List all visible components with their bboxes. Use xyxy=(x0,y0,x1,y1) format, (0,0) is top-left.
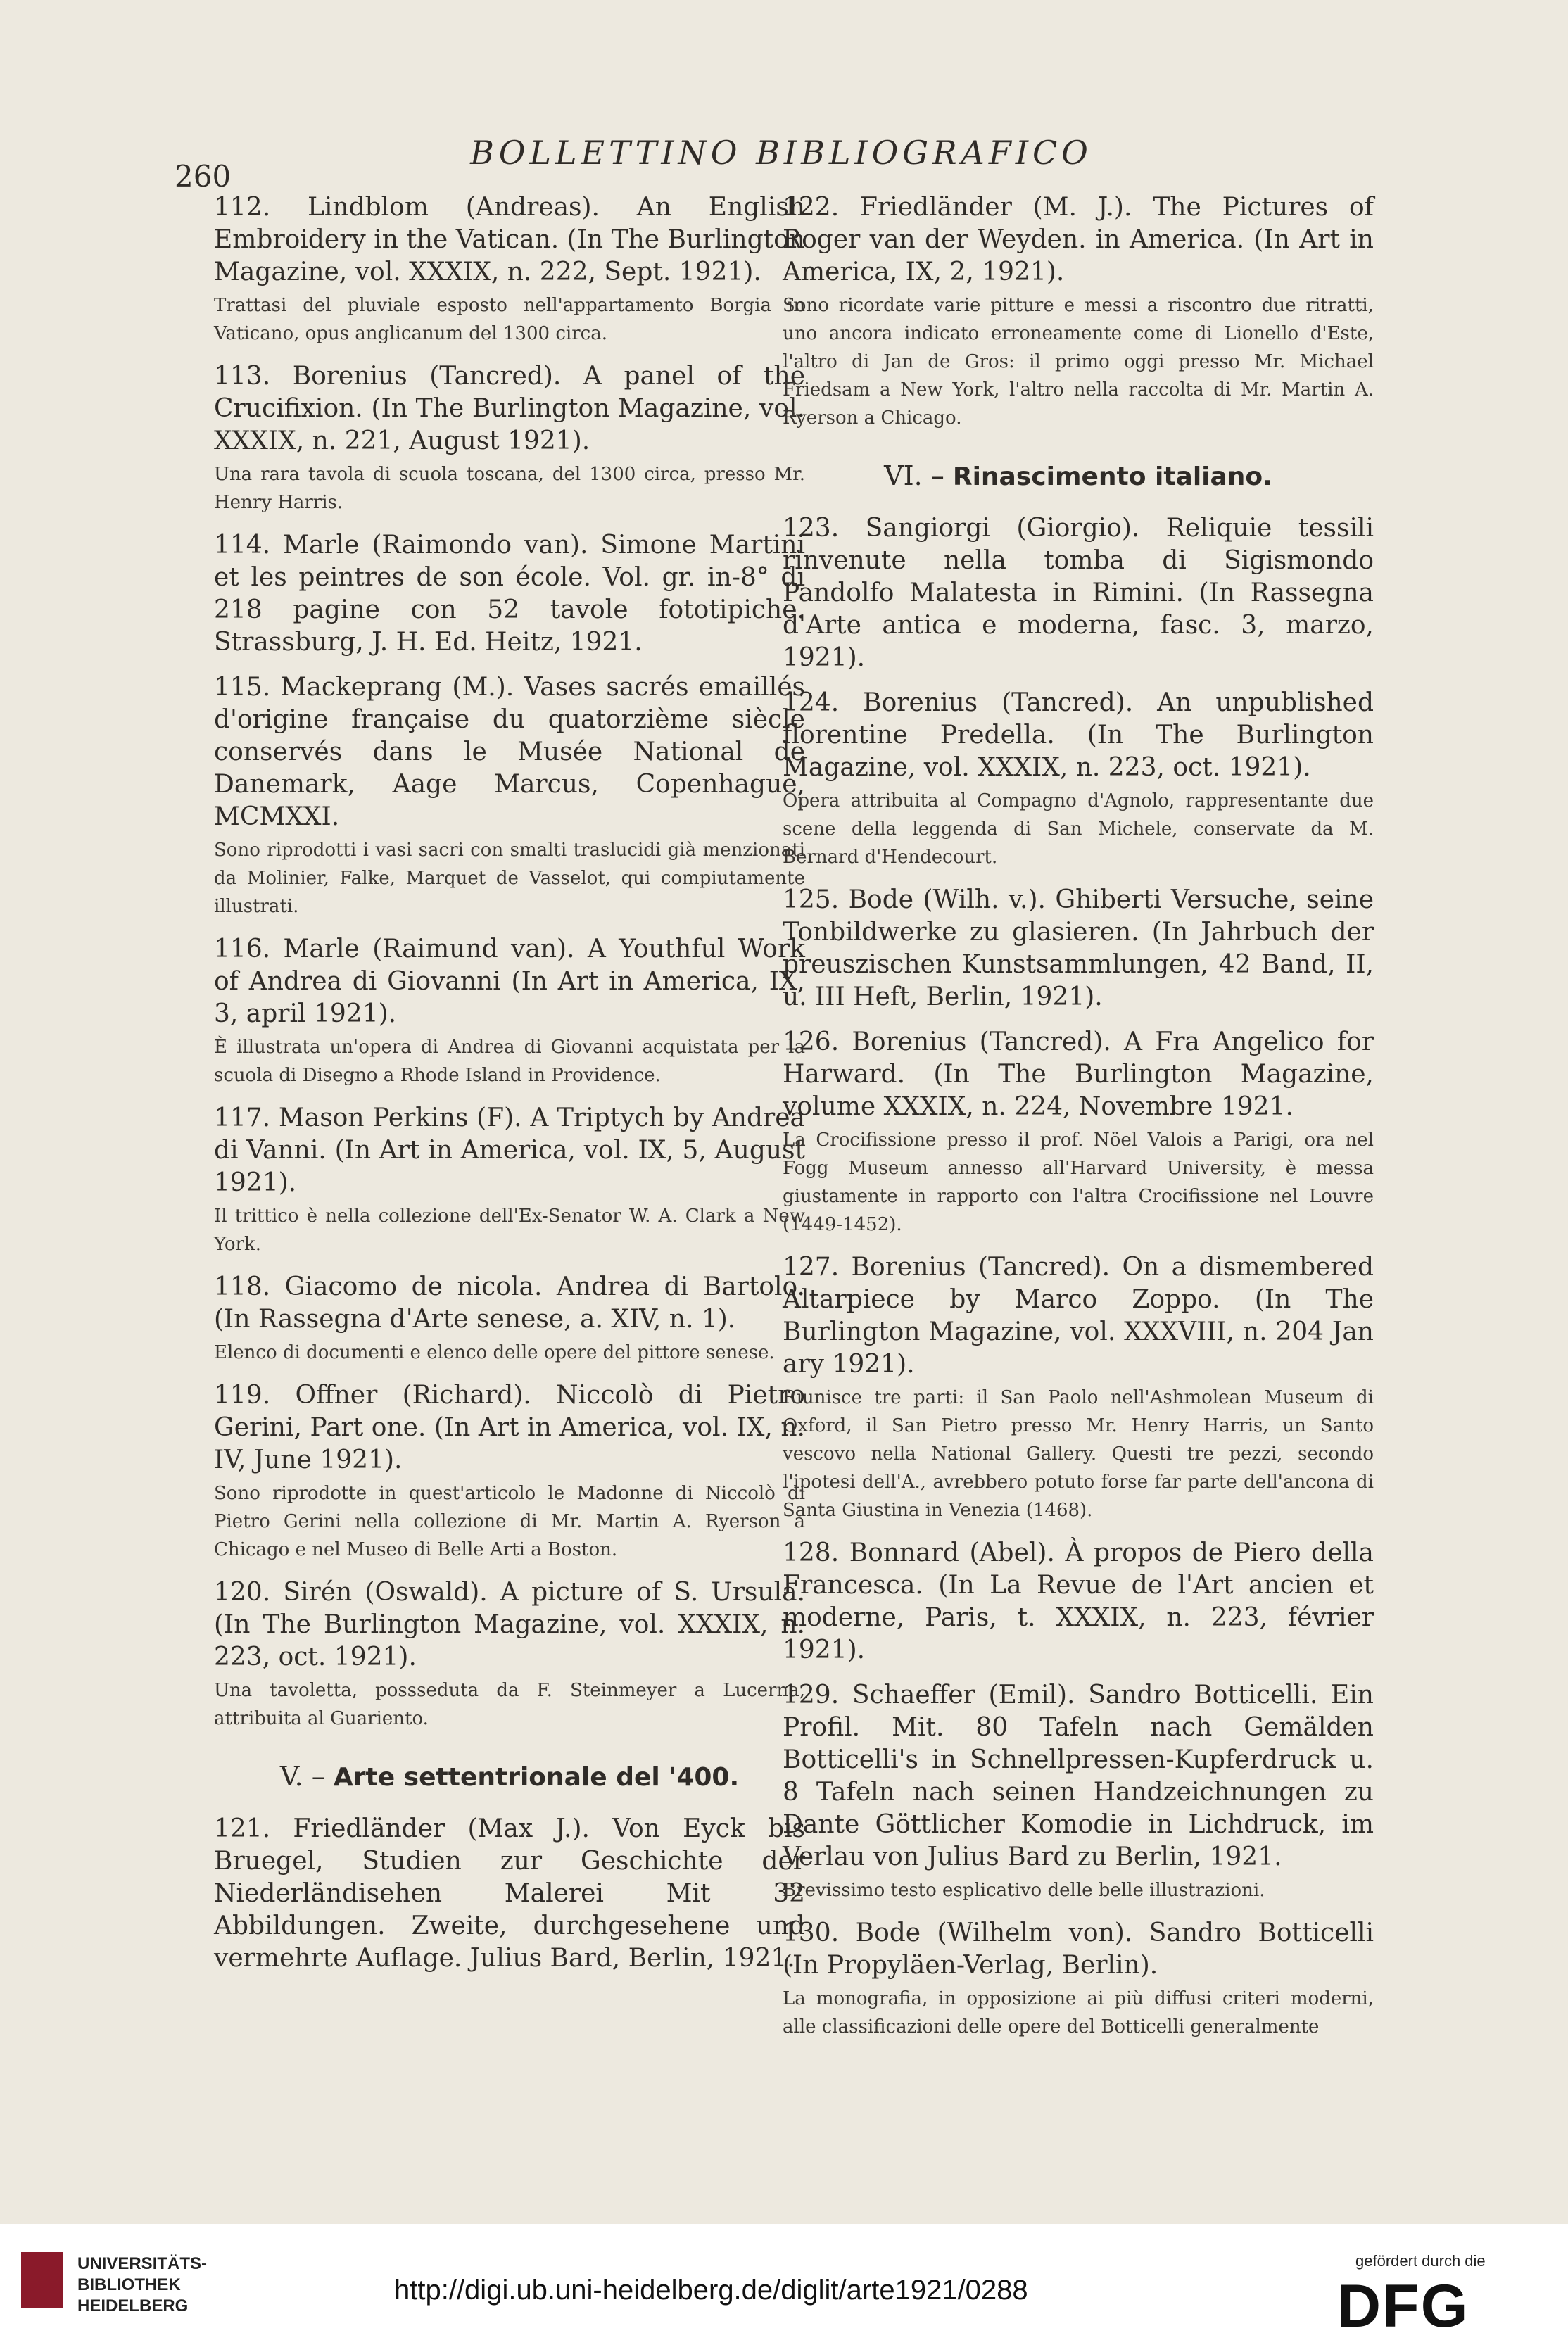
bibliography-entry xyxy=(214,671,805,921)
bibliography-entry xyxy=(783,1679,1374,1904)
bibliography-entry xyxy=(214,1813,805,1975)
bibliography-entry xyxy=(214,933,805,1089)
entry-citation: 115. Mackeprang (M.). Vases sacrés emaillés d'origine française du quatorzième siècle conservés dans le Musée National de Danemark, Aage Marcus, Copenhague, MCMXXI. xyxy=(214,673,805,831)
bibliography-entry xyxy=(214,1102,805,1258)
left-column xyxy=(214,191,805,1987)
entry-citation: 118. Giacomo de nicola. Andrea di Bartolo. (In Rassegna d'Arte senese, a. XIV, n. 1). xyxy=(214,1272,805,1334)
bibliography-entry xyxy=(214,529,805,659)
section-v-prefix: V. – xyxy=(279,1761,325,1792)
bibliography-entry xyxy=(783,1917,1374,2041)
section-v-title: Arte settentrionale del '400. xyxy=(333,1763,740,1792)
bibliography-entry xyxy=(783,687,1374,871)
permalink-url[interactable]: http://digi.ub.uni-heidelberg.de/diglit/arte1921/0288 xyxy=(394,2275,1028,2306)
library-logo-icon xyxy=(21,2252,63,2308)
bibliography-entry xyxy=(214,1271,805,1367)
entry-citation: 119. Offner (Richard). Niccolò di Pietro Gerini, Part one. (In Art in America, vol. IX, n. IV, June 1921). xyxy=(214,1381,805,1474)
entry-note: La Crocifissione presso il prof. Nöel Valois a Parigi, ora nel Fogg Museum annesso all'Harvard University, è messa giustamente in rapporto con l'altra Crocifissione nel Louvre (1449-1452). xyxy=(783,1130,1374,1235)
entry-note: Sono riprodotte in quest'articolo le Madonne di Niccolò di Pietro Gerini nella collezione di Mr. Martin A. Ryerson a Chicago e nel Museo di Belle Arti a Boston. xyxy=(214,1483,805,1560)
entry-citation: 124. Borenius (Tancred). An unpublished florentine Predella. (In The Burlington Magazine, vol. XXXIX, n. 223, oct. 1921). xyxy=(783,688,1374,782)
right-head-entries xyxy=(783,191,1374,432)
digitization-footer xyxy=(0,2224,1568,2345)
entry-citation: 117. Mason Perkins (F). A Triptych by Andrea di Vanni. (In Art in America, vol. IX, 5, August 1921). xyxy=(214,1104,805,1197)
page-number: 260 xyxy=(175,159,232,194)
entry-citation: 116. Marle (Raimund van). A Youthful Work of Andrea di Giovanni (In Art in America, IX, 3, april 1921). xyxy=(214,935,805,1028)
bibliography-entry xyxy=(783,1026,1374,1239)
dfg-logo: DFG xyxy=(1337,2273,1469,2340)
bibliography-entry xyxy=(783,512,1374,674)
entry-citation: 129. Schaeffer (Emil). Sandro Botticelli. Ein Profil. Mit. 80 Tafeln nach Gemälden Botticelli's in Schnellpressen-Kupferdruck u. 8 Tafeln nach seinen Handzeichnungen zu Dante Göttlicher Komodie in Lichdruck, im Verlau von Julius Bard zu Berlin, 1921. xyxy=(783,1681,1374,1871)
entry-citation: 127. Borenius (Tancred). On a dismembered Altarpiece by Marco Zoppo. (In The Burlington Magazine, vol. XXXVIII, n. 204 Jan ary 1921). xyxy=(783,1253,1374,1379)
entry-citation: 122. Friedländer (M. J.). The Pictures of Roger van der Weyden. in America. (In Art in America, IX, 2, 1921). xyxy=(783,193,1374,286)
entry-citation: 130. Bode (Wilhelm von). Sandro Botticelli (In Propyläen-Verlag, Berlin). xyxy=(783,1919,1374,1980)
bibliography-entry xyxy=(783,191,1374,432)
entry-citation: 120. Sirén (Oswald). A picture of S. Ursula. (In The Burlington Magazine, vol. XXXIX, n. 223, oct. 1921). xyxy=(214,1578,805,1671)
entry-note: Elenco di documenti e elenco delle opere del pittore senese. xyxy=(214,1342,775,1363)
library-line-2: BIBLIOTHEK xyxy=(77,2275,181,2294)
entry-citation: 125. Bode (Wilh. v.). Ghiberti Versuche, seine Tonbildwerke zu glasieren. (In Jahrbuch der preuszischen Kunstsammlungen, 42 Band, II, u. III Heft, Berlin, 1921). xyxy=(783,885,1374,1011)
entry-note: Opera attribuita al Compagno d'Agnolo, rappresentante due scene della leggenda di San Michele, conservate da M. Bernard d'Hendecourt. xyxy=(783,790,1374,868)
entry-citation: 121. Friedländer (Max J.). Von Eyck bis Bruegel, Studien zur Geschichte der Niederländisehen Malerei Mit 32 Abbildungen. Zweite, durchgesehene und vermehrte Auflage. Julius Bard, Berlin, 1921. xyxy=(214,1814,805,1973)
entry-citation: 128. Bonnard (Abel). À propos de Piero della Francesca. (In La Revue de l'Art ancien et moderne, Paris, t. XXXIX, n. 223, février 1921). xyxy=(783,1538,1374,1664)
entry-citation: 112. Lindblom (Andreas). An English Embroidery in the Vatican. (In The Burlington Magazine, vol. XXXIX, n. 222, Sept. 1921). xyxy=(214,193,805,286)
left-entries xyxy=(214,191,805,1733)
library-name xyxy=(77,2254,207,2317)
entry-note: Trattasi del pluviale esposto nell'appartamento Borgia in Vaticano, opus anglicanum del 1300 circa. xyxy=(214,295,805,344)
entry-note: Una tavoletta, possseduta da F. Steinmeyer a Lucerna, attribuita al Guariento. xyxy=(214,1680,805,1729)
bibliography-entry xyxy=(214,191,805,348)
bibliography-entry xyxy=(214,1576,805,1733)
entry-note: Brevissimo testo esplicativo delle belle illustrazioni. xyxy=(783,1880,1265,1901)
bibliography-entry xyxy=(783,1251,1374,1524)
entry-note: È illustrata un'opera di Andrea di Giovanni acquistata per la scuola di Disegno a Rhode Island in Providence. xyxy=(214,1037,805,1086)
running-head: BOLLETTINO BIBLIOGRAFICO xyxy=(470,134,1092,172)
section-vi-prefix: VI. – xyxy=(884,460,944,491)
right-entries xyxy=(783,512,1374,2041)
entry-note: La monografia, in opposizione ai più diffusi criteri moderni, alle classificazioni delle opere del Botticelli generalmente xyxy=(783,1988,1374,2037)
entry-note: Una rara tavola di scuola toscana, del 1300 circa, presso Mr. Henry Harris. xyxy=(214,464,805,513)
entry-note: Riunisce tre parti: il San Paolo nell'Ashmolean Museum di Oxford, il San Pietro presso Mr. Henry Harris, un Santo vescovo nella National Gallery. Questi tre pezzi, secondo l'ipotesi dell'A., avrebbero potuto forse far parte dell'ancona di Santa Giustina in Venezia (1468). xyxy=(783,1387,1374,1521)
right-column xyxy=(783,191,1374,2054)
library-line-1: UNIVERSITÄTS- xyxy=(77,2254,208,2273)
section-vi-title: Rinascimento italiano. xyxy=(952,462,1272,491)
sponsor-caption: gefördert durch die xyxy=(1355,2252,1486,2270)
entry-note: Sono riprodotti i vasi sacri con smalti traslucidi già menzionati da Molinier, Falke, Marquet de Vasselot, qui compiutamente illustrati. xyxy=(214,840,805,917)
left-tail-entries xyxy=(214,1813,805,1975)
library-line-3: HEIDELBERG xyxy=(77,2296,189,2315)
entry-note: Il trittico è nella collezione dell'Ex-Senator W. A. Clark a New York. xyxy=(214,1206,805,1255)
entry-note: Sono ricordate varie pitture e messi a riscontro due ritratti, uno ancora indicato erroneamente come di Lionello d'Este, l'altro di Jan de Gros: il primo oggi presso Mr. Michael Friedsam a New York, l'altro nella raccolta di Mr. Martin A. Ryerson a Chicago. xyxy=(783,295,1374,429)
entry-citation: 114. Marle (Raimondo van). Simone Martini et les peintres de son école. Vol. gr. in-8° di 218 pagine con 52 tavole fototipiche. Strassburg, J. H. Ed. Heitz, 1921. xyxy=(214,531,805,657)
entry-citation: 123. Sangiorgi (Giorgio). Reliquie tessili rinvenute nella tomba di Sigismondo Pandolfo Malatesta in Rimini. (In Rassegna d'Arte antica e moderna, fasc. 3, marzo, 1921). xyxy=(783,514,1374,672)
bibliography-entry xyxy=(214,360,805,517)
section-heading-v xyxy=(214,1761,805,1792)
bibliography-entry xyxy=(783,1537,1374,1667)
bibliography-entry xyxy=(214,1379,805,1564)
entry-citation: 113. Borenius (Tancred). A panel of the Crucifixion. (In The Burlington Magazine, vol. XXXIX, n. 221, August 1921). xyxy=(214,362,805,455)
entry-citation: 126. Borenius (Tancred). A Fra Angelico for Harward. (In The Burlington Magazine, volume XXXIX, n. 224, Novembre 1921. xyxy=(783,1028,1374,1121)
bibliography-entry xyxy=(783,884,1374,1013)
section-heading-vi xyxy=(783,460,1374,491)
